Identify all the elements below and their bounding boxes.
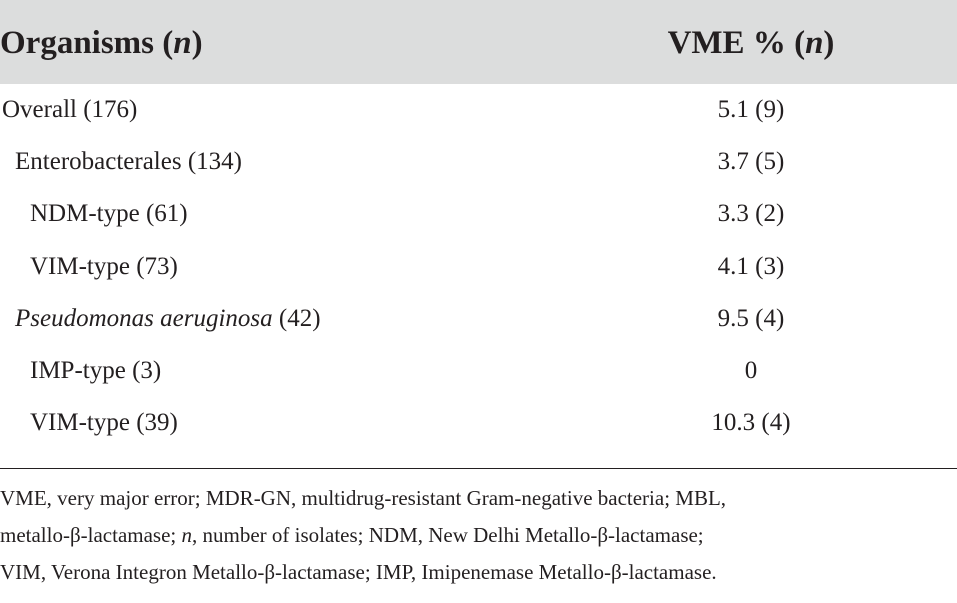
footnote-line: [0, 517, 957, 554]
column-header-vme: [571, 23, 931, 63]
organism-cell: VIM-type (73): [30, 253, 178, 280]
table-footnote: [0, 480, 957, 591]
footnote-text: metallo-β-lactamase;: [0, 523, 182, 547]
organism-cell: Overall (176): [2, 96, 138, 123]
header-text: ): [823, 25, 835, 61]
footnote-line: VIM, Verona Integron Metallo-β-lactamase; IMP, Imipenemase Metallo-β-lactamase.: [0, 560, 717, 584]
table-row: [0, 136, 957, 188]
table-row: [0, 188, 957, 240]
vme-cell: 3.3 (2): [717, 200, 785, 227]
footnote-line: VME, very major error; MDR-GN, multidrug-resistant Gram-negative bacteria; MBL,: [0, 486, 727, 510]
table-bottom-rule: [0, 468, 957, 469]
table-row: [0, 293, 957, 345]
table-row: [0, 241, 957, 293]
column-header-organisms: [0, 23, 203, 63]
vme-cell: 5.1 (9): [717, 96, 785, 123]
organism-cell: Enterobacterales (134): [15, 148, 242, 175]
organism-cell: NDM-type (61): [30, 200, 188, 227]
header-variable: n: [173, 25, 192, 61]
vme-cell: 0: [744, 357, 758, 384]
vme-cell: 3.7 (5): [717, 148, 785, 175]
footnote-variable: n: [181, 523, 193, 547]
organism-cell: [15, 293, 321, 345]
header-text: VME % (: [667, 25, 806, 61]
footnote-text: , number of isolates; NDM, New Delhi Metallo-β-lactamase;: [192, 523, 704, 547]
vme-cell: 9.5 (4): [717, 305, 785, 332]
header-variable: n: [805, 25, 824, 61]
organism-count: (42): [272, 305, 321, 332]
header-text: ): [191, 25, 203, 61]
table-header: [0, 0, 957, 84]
organism-cell: IMP-type (3): [30, 357, 162, 384]
vme-cell: 4.1 (3): [717, 253, 785, 280]
table-row: [0, 345, 957, 397]
table-row: [0, 397, 957, 449]
header-text: Organisms (: [0, 25, 174, 61]
organism-cell: VIM-type (39): [30, 409, 178, 436]
vme-cell: 10.3 (4): [711, 409, 791, 436]
organism-italic-name: Pseudomonas aeruginosa: [15, 305, 273, 332]
table-row: [0, 84, 957, 136]
